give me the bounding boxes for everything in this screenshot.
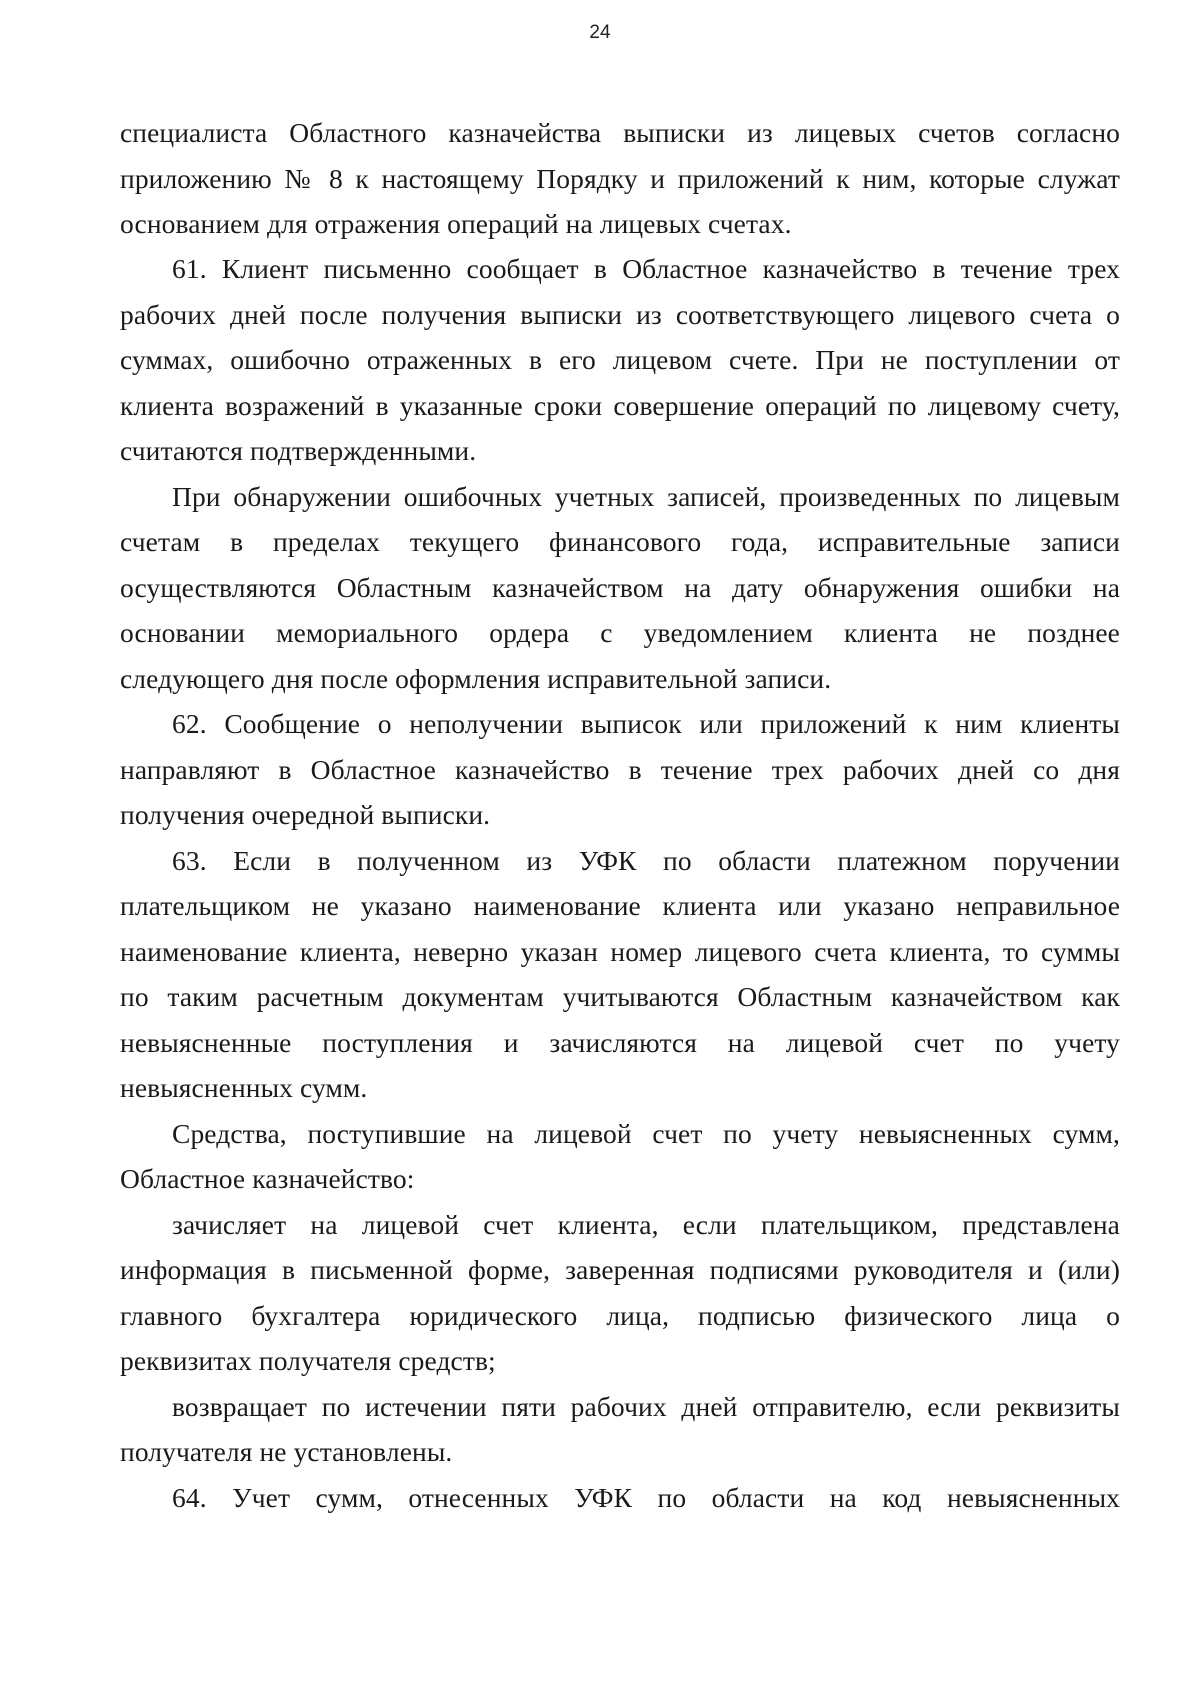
- text-line-21: невыясненные поступления и зачисляются на лицевой счет по учету: [120, 1027, 1120, 1058]
- text-line-27: главного бухгалтера юридического лица, подписью физического лица о: [120, 1300, 1120, 1331]
- text-line-2: приложению № 8 к настоящему Порядку и приложений к ним, которые служат: [120, 163, 1120, 194]
- text-line-6: суммах, ошибочно отраженных в его лицевом счете. При не поступлении от: [120, 344, 1120, 375]
- text-line-9: При обнаружении ошибочных учетных записей, произведенных по лицевым: [172, 481, 1120, 512]
- text-line-17: 63. Если в полученном из УФК по области платежном поручении: [172, 845, 1120, 876]
- text-line-22: невыясненных сумм.: [120, 1072, 368, 1103]
- text-line-5: рабочих дней после получения выписки из соответствующего лицевого счета о: [120, 299, 1120, 330]
- text-line-16: получения очередной выписки.: [120, 799, 491, 830]
- text-line-30: получателя не установлены.: [120, 1436, 453, 1467]
- text-line-11: осуществляются Областным казначейством на дату обнаружения ошибки на: [120, 572, 1120, 603]
- text-line-8: считаются подтвержденными.: [120, 435, 477, 466]
- text-line-13: следующего дня после оформления исправительной записи.: [120, 663, 832, 694]
- text-line-19: наименование клиента, неверно указан номер лицевого счета клиента, то суммы: [120, 936, 1120, 967]
- text-line-25: зачисляет на лицевой счет клиента, если плательщиком, представлена: [172, 1209, 1120, 1240]
- text-line-12: основании мемориального ордера с уведомлением клиента не позднее: [120, 617, 1120, 648]
- text-line-10: счетам в пределах текущего финансового года, исправительные записи: [120, 526, 1120, 557]
- text-line-28: реквизитах получателя средств;: [120, 1345, 496, 1376]
- text-line-15: направляют в Областное казначейство в течение трех рабочих дней со дня: [120, 754, 1120, 785]
- text-line-24: Областное казначейство:: [120, 1163, 415, 1194]
- text-line-3: основанием для отражения операций на лицевых счетах.: [120, 208, 792, 239]
- text-line-31: 64. Учет сумм, отнесенных УФК по области на код невыясненных: [172, 1482, 1120, 1513]
- text-line-20: по таким расчетным документам учитываются Областным казначейством как: [120, 981, 1120, 1012]
- text-line-1: специалиста Областного казначейства выписки из лицевых счетов согласно: [120, 117, 1120, 148]
- text-line-23: Средства, поступившие на лицевой счет по учету невыясненных сумм,: [172, 1118, 1120, 1149]
- text-line-26: информация в письменной форме, заверенная подписями руководителя и (или): [120, 1254, 1120, 1285]
- text-line-14: 62. Сообщение о неполучении выписок или приложений к ним клиенты: [172, 708, 1120, 739]
- page-number: 24: [589, 22, 611, 43]
- text-line-7: клиента возражений в указанные сроки совершение операций по лицевому счету,: [120, 390, 1120, 421]
- text-line-4: 61. Клиент письменно сообщает в Областное казначейство в течение трех: [172, 253, 1120, 284]
- text-line-18: плательщиком не указано наименование клиента или указано неправильное: [120, 890, 1120, 921]
- text-line-29: возвращает по истечении пяти рабочих дней отправителю, если реквизиты: [172, 1391, 1120, 1422]
